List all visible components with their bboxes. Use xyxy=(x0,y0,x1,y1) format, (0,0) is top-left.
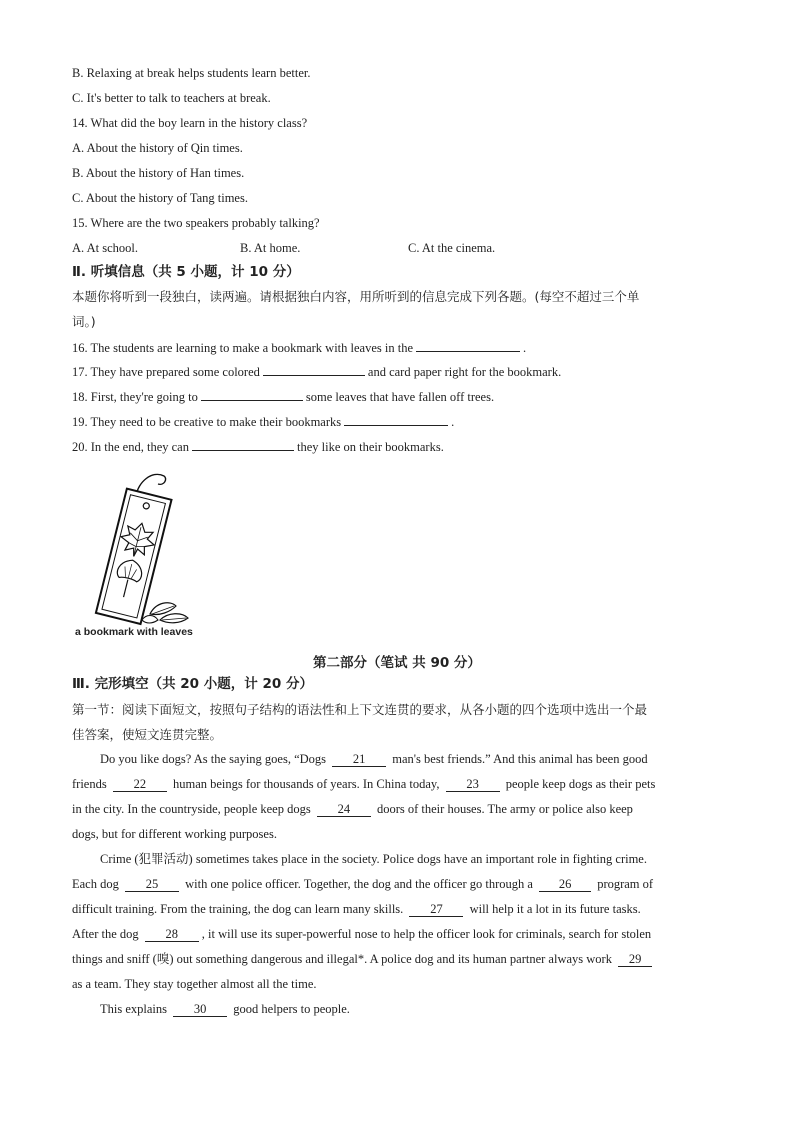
q15-option-b: B. At home. xyxy=(240,241,301,255)
text: human beings for thousands of years. In China today, xyxy=(172,777,440,791)
q19-text: 19. They need to be creative to make their bookmarks xyxy=(72,415,342,429)
blank-28[interactable]: 28 xyxy=(145,928,199,942)
section2-instruction-line1: 本题你将听到一段独白，读两遍。请根据独白内容，用所听到的信息完成下列各题。(每空不超过三个单 xyxy=(72,289,640,304)
section3-instruction-line1: 第一节：阅读下面短文，按照句子结构的语法性和上下文连贯的要求，从各小题的四个选项中选出一个最 xyxy=(72,702,648,717)
part2-title: 第二部分（笔试 共 90 分） xyxy=(313,655,481,671)
section3-heading: Ⅲ. 完形填空（共 20 小题，计 20 分） xyxy=(72,676,313,692)
q16-text: 16. The students are learning to make a bookmark with leaves in the xyxy=(72,341,413,355)
q16-blank[interactable] xyxy=(416,351,520,352)
q18-blank[interactable] xyxy=(201,400,303,401)
blank-29[interactable]: 29 xyxy=(618,953,652,967)
text: in the city. In the countryside, people keep dogs xyxy=(72,802,311,816)
p1-line4: dogs, but for different working purposes. xyxy=(72,827,277,841)
p2-line1: Crime (犯罪活动) sometimes takes place in the society. Police dogs have an important role in fighting crime. xyxy=(100,852,647,866)
text: This explains xyxy=(100,1002,168,1016)
q20-blank[interactable] xyxy=(192,450,294,451)
text: good helpers to people. xyxy=(233,1002,350,1016)
q13-option-c: C. It's better to talk to teachers at break. xyxy=(72,91,271,105)
blank-22[interactable]: 22 xyxy=(113,778,167,792)
q14-question: 14. What did the boy learn in the history class? xyxy=(72,116,308,130)
text: friends xyxy=(72,777,107,791)
blank-30[interactable]: 30 xyxy=(173,1003,227,1017)
p2-line4 xyxy=(72,926,651,942)
text: Each dog xyxy=(72,877,119,891)
text: people keep dogs as their pets xyxy=(505,777,656,791)
q15-question: 15. Where are the two speakers probably talking? xyxy=(72,216,320,230)
q19-text-after: . xyxy=(451,415,455,429)
q17-blank[interactable] xyxy=(263,375,365,376)
q16-text-after: . xyxy=(523,341,527,355)
text: After the dog xyxy=(72,927,139,941)
section2-instruction-line2: 词。) xyxy=(72,314,96,329)
text: Do you like dogs? As the saying goes, “Dogs xyxy=(100,752,327,766)
q13-option-b: B. Relaxing at break helps students learn better. xyxy=(72,66,311,80)
text: , it will use its super-powerful nose to help the officer look for criminals, search for stolen xyxy=(201,927,652,941)
q20-text: 20. In the end, they can xyxy=(72,440,189,454)
figure-caption: a bookmark with leaves xyxy=(75,626,193,638)
text: program of xyxy=(597,877,654,891)
p2-line6: as a team. They stay together almost all the time. xyxy=(72,977,317,991)
q17-text-after: and card paper right for the bookmark. xyxy=(367,365,562,379)
question-16 xyxy=(72,340,526,356)
q14-option-a: A. About the history of Qin times. xyxy=(72,141,243,155)
q15-option-a: A. At school. xyxy=(72,241,138,255)
p2-line5 xyxy=(72,951,655,967)
q18-text-after: some leaves that have fallen off trees. xyxy=(305,390,495,404)
question-17 xyxy=(72,364,561,380)
q20-text-after: they like on their bookmarks. xyxy=(296,440,444,454)
question-19 xyxy=(72,414,454,430)
q14-option-c: C. About the history of Tang times. xyxy=(72,191,248,205)
question-20 xyxy=(72,439,444,455)
question-18 xyxy=(72,389,494,405)
blank-26[interactable]: 26 xyxy=(539,878,591,892)
p1-line2 xyxy=(72,776,655,792)
section3-instruction-line2: 佳答案，使短文连贯完整。 xyxy=(72,727,223,742)
p2-line2 xyxy=(72,876,653,892)
blank-27[interactable]: 27 xyxy=(409,903,463,917)
blank-23[interactable]: 23 xyxy=(446,778,500,792)
text: with one police officer. Together, the dog and the officer go through a xyxy=(185,877,533,891)
q15-options xyxy=(72,240,495,256)
text: things and sniff (嗅) out something dangerous and illegal*. A police dog and its human partner always work xyxy=(72,952,612,966)
blank-24[interactable]: 24 xyxy=(317,803,371,817)
bookmark-illustration xyxy=(72,464,200,644)
q14-option-b: B. About the history of Han times. xyxy=(72,166,245,180)
q18-text: 18. First, they're going to xyxy=(72,390,198,404)
p1-line1 xyxy=(100,751,648,767)
q17-text: 17. They have prepared some colored xyxy=(72,365,260,379)
q15-option-c: C. At the cinema. xyxy=(408,241,496,255)
p3-line1 xyxy=(100,1001,350,1017)
blank-25[interactable]: 25 xyxy=(125,878,179,892)
p2-line3 xyxy=(72,901,641,917)
p1-line3 xyxy=(72,801,633,817)
section2-heading: Ⅱ. 听填信息（共 5 小题，计 10 分） xyxy=(72,264,300,280)
blank-21[interactable]: 21 xyxy=(332,753,386,767)
text: man's best friends.” And this animal has been good xyxy=(392,752,648,766)
text: difficult training. From the training, the dog can learn many skills. xyxy=(72,902,404,916)
text: doors of their houses. The army or police also keep xyxy=(376,802,633,816)
text: will help it a lot in its future tasks. xyxy=(469,902,641,916)
q19-blank[interactable] xyxy=(344,425,448,426)
